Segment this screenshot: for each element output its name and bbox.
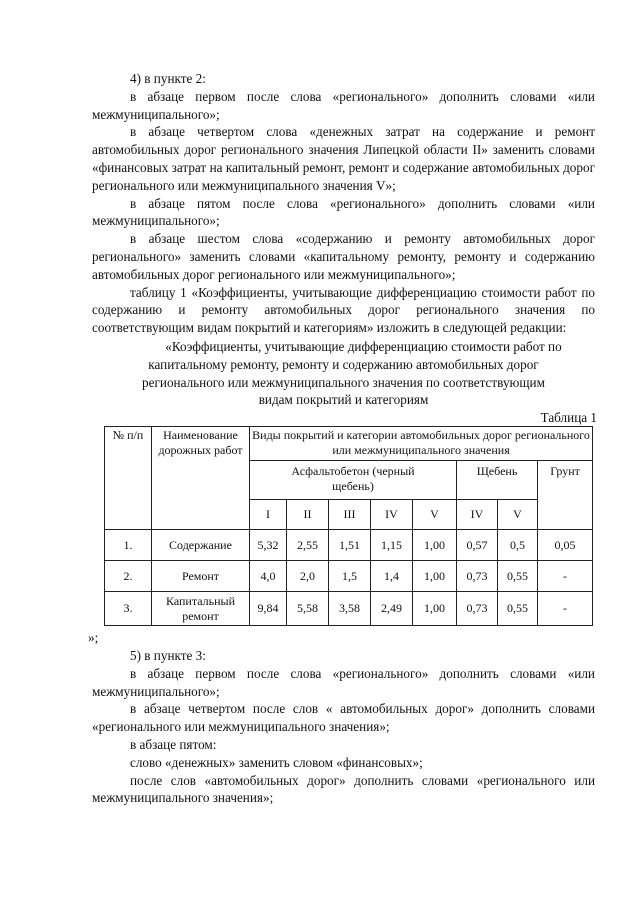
paragraph: в абзаце пятом после слова «регионального» дополнить словами «или межмуниципального»; (92, 195, 595, 229)
coefficient-cell: 1,00 (413, 592, 457, 626)
coefficient-cell: 2,55 (287, 530, 329, 561)
table-row (105, 561, 593, 592)
paragraph: в абзаце первом после слова «регионального» дополнить словами «или межмуниципального»; (92, 665, 595, 699)
coefficient-cell: - (538, 561, 593, 592)
table-title (92, 338, 595, 409)
category-cell: V (498, 500, 538, 530)
table-title-line: видам покрытий и категориям (258, 392, 429, 408)
coefficient-cell: 2,49 (371, 592, 413, 626)
document-page (88, 70, 597, 807)
coefficient-cell: 1,51 (329, 530, 371, 561)
closing-quote: »; (88, 630, 99, 646)
item-4-heading: 4) в пункте 2: (130, 71, 206, 86)
header-number: № п/п (105, 427, 152, 530)
coefficient-cell: 3,58 (329, 592, 371, 626)
table-title-line: капитальному ремонту, ремонту и содержанию автомобильных дорог (148, 356, 539, 372)
header-coverage-types: Виды покрытий и категории автомобильных дорог регионального или межмуниципального значения (250, 427, 593, 461)
coefficient-cell: 1,00 (413, 530, 457, 561)
header-work-name: Наименование дорожных работ (152, 427, 250, 530)
table-row (105, 530, 593, 561)
coefficient-cell: 0,55 (498, 561, 538, 592)
row-work-name: Ремонт (152, 561, 250, 592)
table-row (105, 592, 593, 626)
coefficient-cell: 9,84 (250, 592, 287, 626)
coefficient-cell: 0,05 (538, 530, 593, 561)
coefficient-cell: 2,0 (287, 561, 329, 592)
row-work-name: Содержание (152, 530, 250, 561)
paragraph: в абзаце пятом: (130, 736, 217, 752)
paragraph: слово «денежных» заменить словом «финансовых»; (130, 754, 423, 770)
coefficient-cell: 0,57 (457, 530, 498, 561)
coefficient-cell: 0,73 (457, 561, 498, 592)
category-cell: I (250, 500, 287, 530)
header-gravel: Щебень (457, 461, 538, 500)
row-number: 2. (105, 561, 152, 592)
coefficient-cell: 1,00 (413, 561, 457, 592)
coefficient-cell: 1,4 (371, 561, 413, 592)
paragraph: в абзаце первом после слова «регионального» дополнить словами «или межмуниципального»; (92, 88, 595, 122)
table-caption: Таблица 1 (540, 410, 597, 426)
coefficients-table (104, 426, 593, 626)
header-asphalt: Асфальтобетон (черный щебень) (250, 461, 457, 500)
header-ground: Грунт (538, 461, 593, 530)
coefficient-cell: 4,0 (250, 561, 287, 592)
paragraph: после слов «автомобильных дорог» дополнить словами «регионального или межмуниципального значения»; (92, 772, 595, 806)
row-work-name: Капитальный ремонт (152, 592, 250, 626)
coefficient-cell: 5,32 (250, 530, 287, 561)
row-number: 1. (105, 530, 152, 561)
category-cell: IV (457, 500, 498, 530)
coefficient-cell: 1,5 (329, 561, 371, 592)
coefficient-cell: 0,73 (457, 592, 498, 626)
paragraph: в абзаце шестом слова «содержанию и ремонту автомобильных дорог регионального» заменить словами «капитальному ремонту, ремонту и содержанию автомобильных дорог регионального или межмуниципального»; (92, 231, 595, 282)
table-header-row (105, 427, 593, 461)
category-cell: III (329, 500, 371, 530)
paragraph: таблицу 1 «Коэффициенты, учитывающие дифференциацию стоимости работ по содержанию и ремонту автомобильных дорог регионального значения по соответствующим видам покрытий и категориям» изложить в следующей редакции: (92, 284, 595, 336)
category-cell: IV (371, 500, 413, 530)
paragraph: в абзаце четвертом после слов « автомобильных дорог» дополнить словами «регионального или межмуниципального значения»; (92, 701, 595, 735)
table-title-line: регионального или межмуниципального значения по соответствующим (142, 374, 545, 390)
coefficient-cell: 1,15 (371, 530, 413, 561)
row-number: 3. (105, 592, 152, 626)
coefficient-cell: 5,58 (287, 592, 329, 626)
paragraph: в абзаце четвертом слова «денежных затрат на содержание и ремонт автомобильных дорог регионального значения Липецкой области II» заменить словами «финансовых затрат на капитальный ремонт, ремонт и содержание автомобильных дорог регионального или межмуниципального значения V»; (92, 124, 595, 193)
coefficient-cell: 0,55 (498, 592, 538, 626)
category-cell: V (413, 500, 457, 530)
coefficient-cell: - (538, 592, 593, 626)
coefficient-cell: 0,5 (498, 530, 538, 561)
table-title-line: «Коэффициенты, учитывающие дифференциацию стоимости работ по (165, 338, 562, 354)
item-5-heading: 5) в пункте 3: (130, 647, 206, 663)
category-cell: II (287, 500, 329, 530)
